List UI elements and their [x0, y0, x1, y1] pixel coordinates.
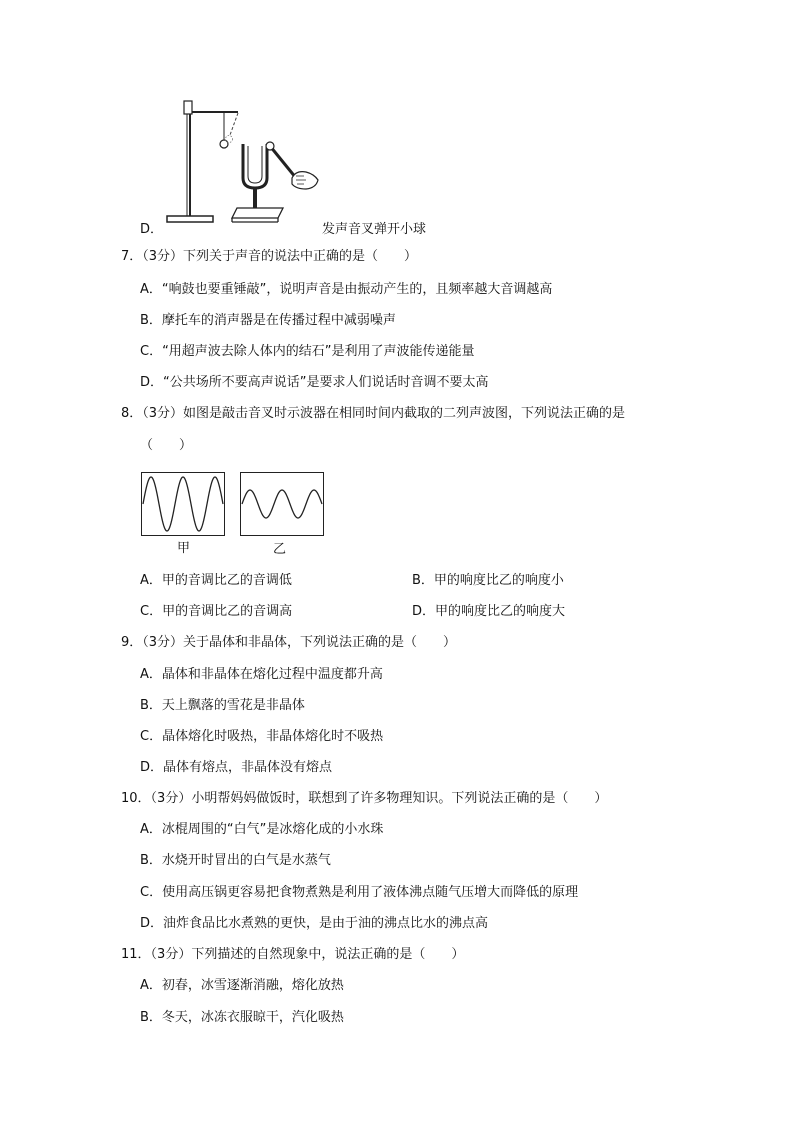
question-7-option-c: C．“用超声波去除人体内的结石”是利用了声波能传递能量 [140, 344, 475, 359]
question-9-stem: 9．（3分）关于晶体和非晶体，下列说法正确的是（ ） [121, 635, 457, 650]
question-10-option-d: D．油炸食品比水煮熟的更快，是由于油的沸点比水的沸点高 [140, 916, 489, 931]
question-7-option-a: A．“响鼓也要重锤敲”，说明声音是由振动产生的，且频率越大音调越高 [140, 282, 553, 297]
question-10-option-b: B．水烧开时冒出的白气是水蒸气 [140, 853, 331, 868]
question-8-option-b: B．甲的响度比乙的响度小 [412, 573, 564, 588]
question-8-option-a: A．甲的音调比乙的音调低 [140, 573, 292, 588]
stand-base [167, 216, 213, 222]
figure-caption: 发声音叉弹开小球 [322, 222, 427, 237]
question-8-stem: 8．（3分）如图是敲击音叉时示波器在相同时间内截取的二列声波图，下列说法正确的是 [121, 406, 626, 421]
tuning-fork-figure [0, 0, 794, 240]
wave-label-jia: 甲 [177, 541, 191, 556]
question-9-option-a: A．晶体和非晶体在熔化过程中温度都升高 [140, 667, 383, 682]
ball [220, 140, 228, 148]
wave-label-yi: 乙 [273, 542, 287, 557]
question-9-option-d: D．晶体有熔点，非晶体没有熔点 [140, 760, 333, 775]
waveform-yi [240, 472, 324, 536]
tuning-fork [243, 144, 267, 188]
question-9-option-b: B．天上飘落的雪花是非晶体 [140, 698, 305, 713]
option-d-label: D． [140, 222, 164, 237]
question-8-stem-cont: （ ） [140, 438, 193, 453]
mallet-handle [270, 146, 296, 178]
waveform-jia [141, 472, 225, 536]
question-10-option-a: A．冰棍周围的“白气”是冰熔化成的小水珠 [140, 822, 384, 837]
question-11-option-b: B．冬天，冰冻衣服晾干，汽化吸热 [140, 1010, 344, 1025]
question-10-option-c: C．使用高压锅更容易把食物煮熟是利用了液体沸点随气压增大而降低的原理 [140, 885, 579, 900]
question-11-option-a: A．初春，冰雪逐渐消融，熔化放热 [140, 978, 344, 993]
question-10-stem: 10．（3分）小明帮妈妈做饭时，联想到了许多物理知识。下列说法正确的是（ ） [121, 791, 608, 806]
question-11-stem: 11．（3分）下列描述的自然现象中，说法正确的是（ ） [121, 947, 465, 962]
question-7-option-d: D．“公共场所不要高声说话”是要求人们说话时音调不要太高 [140, 375, 489, 390]
question-9-option-c: C．晶体熔化时吸热，非晶体熔化时不吸热 [140, 729, 384, 744]
fork-base [232, 208, 283, 218]
question-8-option-d: D．甲的响度比乙的响度大 [412, 604, 566, 619]
question-7-stem: 7．（3分）下列关于声音的说法中正确的是（ ） [121, 249, 418, 264]
question-7-option-b: B．摩托车的消声器是在传播过程中减弱噪声 [140, 313, 396, 328]
question-8-option-c: C．甲的音调比乙的音调高 [140, 604, 293, 619]
